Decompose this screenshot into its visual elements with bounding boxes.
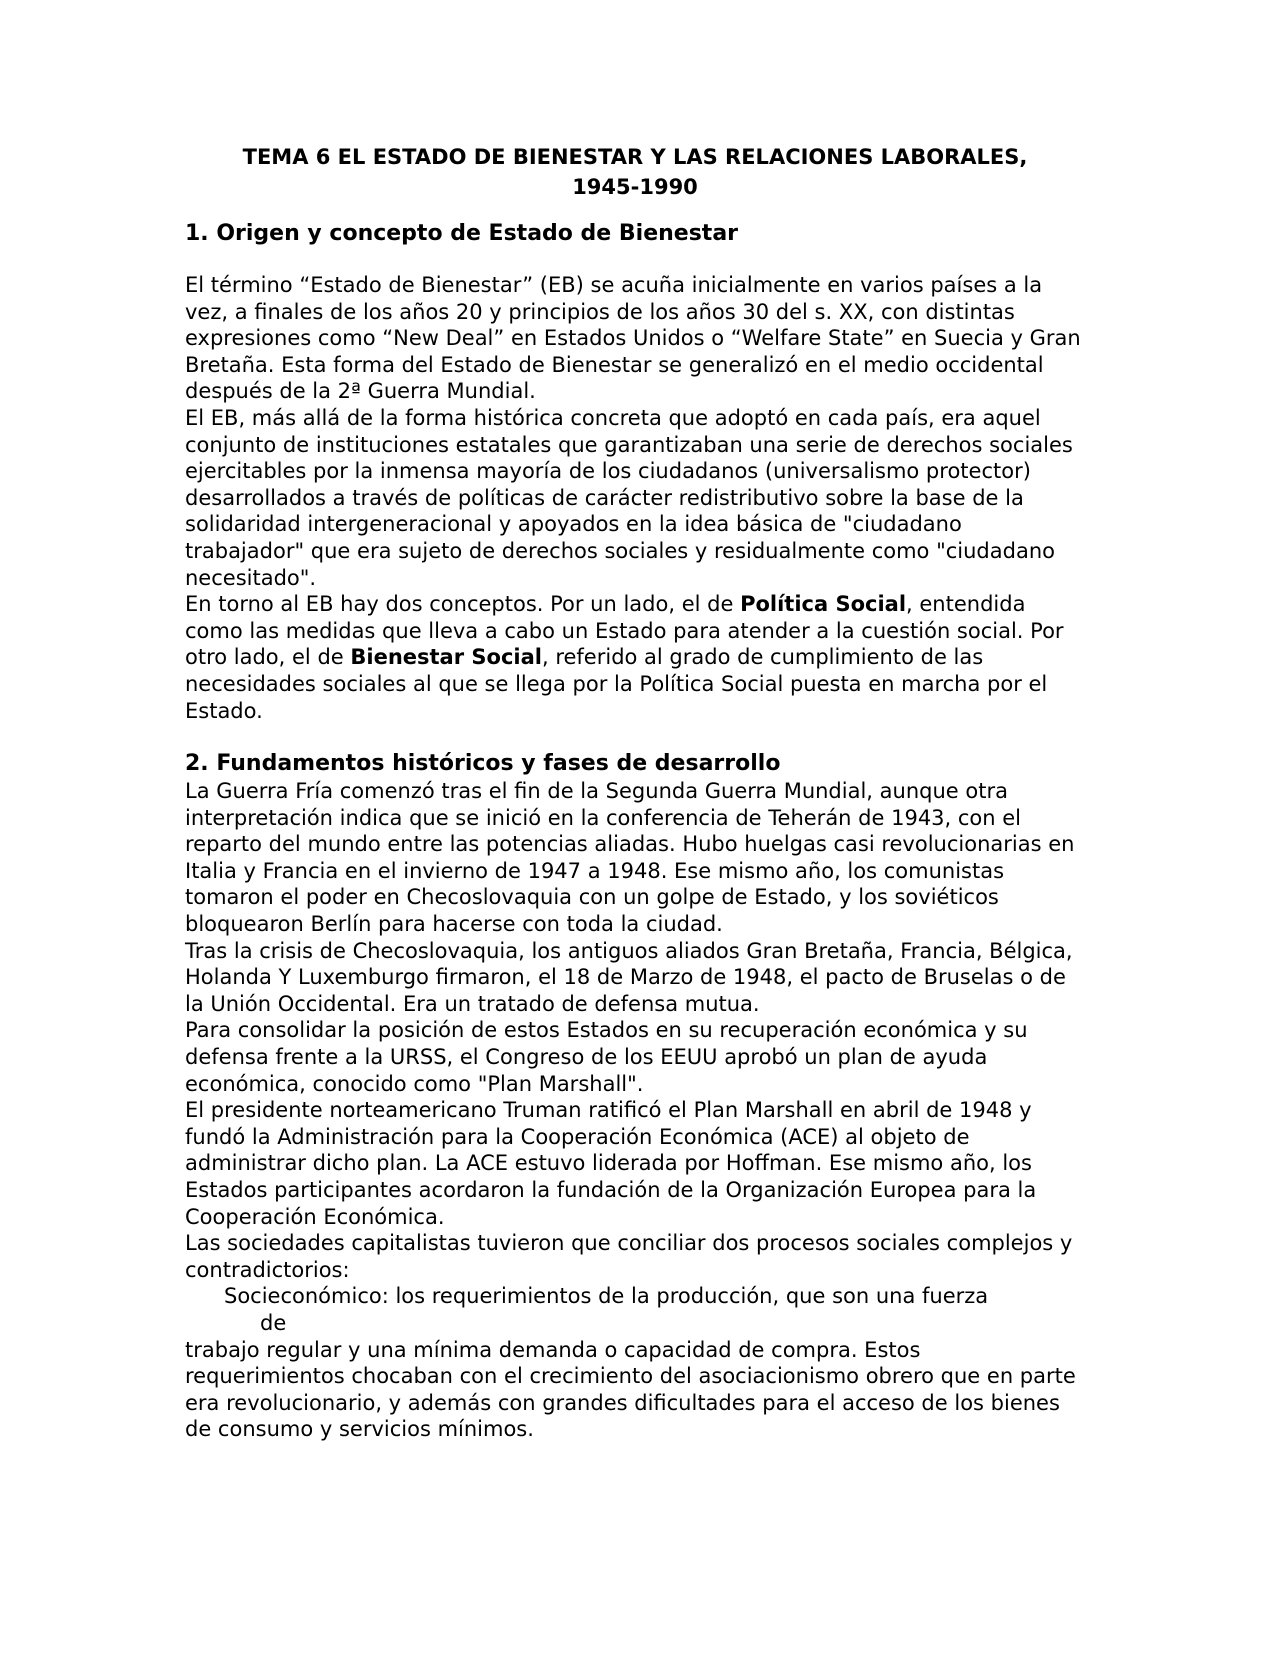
document-title	[185, 142, 1085, 202]
section-2-paragraph-3: Para consolidar la posición de estos Estados en su recuperación económica y su defensa frente a la URSS, el Congreso de los EEUU aprobó un plan de ayuda económica, conocido como "Plan Marshall".	[185, 1018, 1028, 1096]
section-2-heading: 2. Fundamentos históricos y fases de desarrollo	[185, 751, 781, 777]
section-2-paragraph-4: El presidente norteamericano Truman ratificó el Plan Marshall en abril de 1948 y fundó la Administración para la Cooperación Económica (ACE) al objeto de administrar dicho plan. La ACE estuvo liderada por Hoffman. Ese mismo año, los Estados participantes acordaron la fundación de la Organización Europea para la Cooperación Económica.	[185, 1098, 1037, 1229]
paragraph-text: , referido al grado de cumplimiento de las necesidades sociales al que se llega por la Política Social puesta en marcha por el Estado.	[185, 645, 1048, 723]
title-line-1: TEMA 6 EL ESTADO DE BIENESTAR Y LAS RELACIONES LABORALES,	[242, 145, 1028, 169]
section-2-paragraph-2: Tras la crisis de Checoslovaquia, los antiguos aliados Gran Bretaña, Francia, Bélgica, Holanda Y Luxemburgo firmaron, el 18 de Marzo de 1948, el pacto de Bruselas o de la Unión Occidental. Era un tratado de defensa mutua.	[185, 938, 1073, 1016]
section-1-paragraph-2: El EB, más allá de la forma histórica concreta que adoptó en cada país, era aquel conjunto de instituciones estatales que garantizaban una serie de derechos sociales ejercitables por la inmensa mayoría de los ciudadanos (universalismo protector) desarrollados a través de políticas de carácter redistributivo sobre la base de la solidaridad intergeneracional y apoyados en la idea básica de "ciudadano trabajador" que era sujeto de derechos sociales y residualmente como "ciudadano necesitado".	[185, 405, 1073, 590]
section-2-paragraph-5: Las sociedades capitalistas tuvieron que conciliar dos procesos sociales complejos y contradictorios:	[185, 1231, 1073, 1282]
paragraph-text: En torno al EB hay dos conceptos. Por un lado, el de	[185, 592, 741, 617]
bold-term-bienestar-social: Bienestar Social	[350, 645, 542, 670]
bold-term-politica-social: Política Social	[740, 592, 907, 617]
paragraph-text: , entendida como las medidas que lleva a cabo un Estado para atender a la cuestión social. Por otro lado, el de	[185, 592, 1064, 670]
document-page	[185, 142, 1085, 1443]
section-1-paragraph-3	[185, 591, 1085, 724]
section-2-paragraph-7: trabajo regular y una mínima demanda o capacidad de compra. Estos requerimientos chocaban con el crecimiento del asociacionismo obrero que en parte era revolucionario, y además con grandes dificultades para el acceso de los bienes de consumo y servicios mínimos.	[185, 1337, 1076, 1442]
section-2-paragraph-1: La Guerra Fría comenzó tras el fin de la Segunda Guerra Mundial, aunque otra interpretación indica que se inició en la conferencia de Teherán de 1943, con el reparto del mundo entre las potencias aliadas. Hubo huelgas casi revolucionarias en Italia y Francia en el invierno de 1947 a 1948. Ese mismo año, los comunistas tomaron el poder en Checoslovaquia con un golpe de Estado, y los soviéticos bloquearon Berlín para hacerse con toda la ciudad.	[185, 779, 1075, 937]
section-2-list-item-line-1: Socieconómico: los requerimientos de la producción, que son una fuerza	[224, 1284, 989, 1309]
title-line-2: 1945-1990	[572, 175, 698, 199]
section-2-list-item-line-2: de	[260, 1310, 287, 1335]
section-1-paragraph-1: El término “Estado de Bienestar” (EB) se acuña inicialmente en varios países a la vez, a finales de los años 20 y principios de los años 30 del s. XX, con distintas expresiones como “New Deal” en Estados Unidos o “Welfare State” en Suecia y Gran Bretaña. Esta forma del Estado de Bienestar se generalizó en el medio occidental después de la 2ª Guerra Mundial.	[185, 273, 1081, 404]
section-1-heading: 1. Origen y concepto de Estado de Bienestar	[185, 221, 739, 246]
